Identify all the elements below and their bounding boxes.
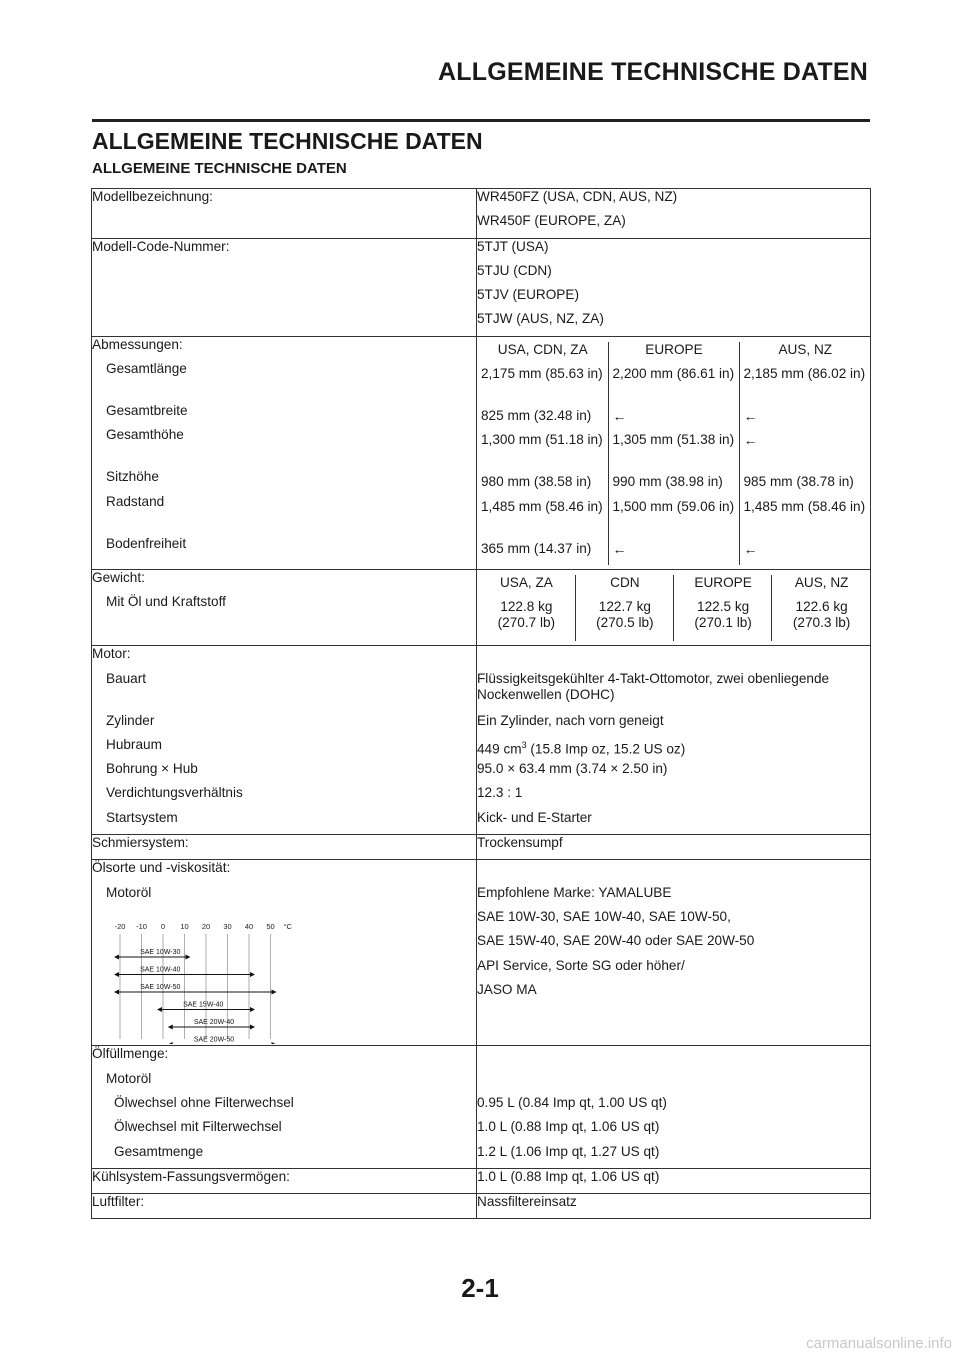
weight-value: 122.7 kg (270.5 lb) [575, 599, 673, 641]
section-heading: ALLGEMEINE TECHNISCHE DATEN [92, 128, 483, 154]
engine-value: 12.3 : 1 [477, 785, 523, 801]
dimensions-subtable [477, 342, 870, 565]
weight-label: Gewicht: [92, 569, 145, 585]
engine-value: Kick- und E-Starter [477, 809, 592, 825]
engine-row-label: Bohrung × Hub [106, 761, 198, 777]
dim-col-header: AUS, NZ [739, 342, 870, 366]
dim-value: 1,305 mm (51.38 in) [608, 432, 739, 474]
weight-row-label: Mit Öl und Kraftstoff [106, 594, 226, 610]
dim-value: 1,485 mm (58.46 in) [739, 499, 870, 541]
oil-value: API Service, Sorte SG oder höher/ [477, 957, 685, 973]
dim-value: 2,185 mm (86.02 in) [739, 366, 870, 408]
dim-value: 985 mm (38.78 in) [739, 474, 870, 498]
engine-label: Motor: [92, 646, 131, 662]
row-weight [92, 569, 871, 645]
engine-value: Flüssigkeitsgekühlter 4-Takt-Ottomotor, zwei obenliegende Nockenwellen (DOHC) [477, 670, 830, 702]
band-label: SAE 10W-30 [140, 948, 181, 956]
oil-label: Ölsorte und -viskosität: [92, 860, 231, 876]
dim-value: 1,500 mm (59.06 in) [608, 499, 739, 541]
oil-sub-label: Motoröl [106, 884, 152, 900]
engine-row-label: Bauart [106, 670, 147, 686]
band-label: SAE 15W-40 [183, 1001, 224, 1009]
row-engine [92, 646, 871, 835]
dim-value: 2,175 mm (85.63 in) [481, 366, 603, 382]
oil-capacity-value: 1.2 L (1.06 Imp qt, 1.27 US qt) [477, 1143, 660, 1159]
band-arrow-right [272, 989, 277, 994]
band-arrow-left [114, 954, 119, 959]
weight-col-header: AUS, NZ [772, 575, 870, 599]
model-code-value: 5TJV (EUROPE) [477, 287, 579, 303]
tick-label: 20 [201, 921, 211, 931]
lubrication-value: Trockensumpf [477, 835, 563, 851]
model-value: WR450F (EUROPE, ZA) [477, 213, 626, 229]
dim-value: 1,300 mm (51.18 in) [481, 432, 603, 448]
oil-value: Empfohlene Marke: YAMALUBE [477, 884, 672, 900]
dim-label: Sitzhöhe [106, 469, 159, 485]
same-as-left-arrow: ← [608, 541, 739, 565]
same-as-left-arrow: ← [739, 408, 870, 432]
oil-capacity-value: 0.95 L (0.84 Imp qt, 1.00 US qt) [477, 1094, 667, 1110]
band-label: SAE 20W-50 [193, 1036, 235, 1044]
oil-empty [477, 860, 870, 884]
same-as-left-arrow: ← [739, 432, 870, 474]
band-arrow-left [168, 1024, 173, 1029]
model-label: Modellbezeichnung: [92, 189, 213, 204]
lubrication-label: Schmiersystem: [92, 835, 189, 851]
subsection-heading: ALLGEMEINE TECHNISCHE DATEN [92, 160, 347, 177]
model-code-label: Modell-Code-Nummer: [92, 238, 230, 254]
row-model-code [92, 238, 871, 336]
weight-subtable [477, 575, 870, 641]
spec-table [91, 188, 871, 1219]
oil-capacity-row-label: Gesamtmenge [114, 1143, 204, 1159]
same-as-left-arrow: ← [739, 541, 870, 565]
weight-col-header: CDN [575, 575, 673, 599]
model-code-value: 5TJT (USA) [477, 238, 549, 254]
tick-label: 30 [223, 921, 232, 931]
band-arrow-right [250, 972, 255, 977]
watermark: carmanualsonline.info [806, 1335, 952, 1352]
tick-label: -20 [114, 921, 126, 931]
band-label: SAE 20W-40 [193, 1018, 235, 1026]
oil-capacity-row-label: Ölwechsel mit Filterwechsel [114, 1119, 282, 1135]
row-lubrication [92, 835, 871, 860]
tick-label: 40 [244, 921, 254, 931]
header-rule [92, 119, 870, 122]
oil-capacity-label: Ölfüllmenge: [92, 1046, 169, 1062]
row-oil-type [92, 860, 871, 1046]
page-number: 2-1 [461, 1273, 499, 1303]
engine-empty [477, 646, 870, 670]
dim-value: 2,200 mm (86.61 in) [608, 366, 739, 408]
dim-value: 825 mm (32.48 in) [481, 408, 592, 424]
oil-capacity-row-label: Ölwechsel ohne Filterwechsel [114, 1094, 294, 1110]
band-arrow-left [168, 1042, 173, 1044]
band-arrow-right [272, 1042, 277, 1044]
band-arrow-left [114, 972, 119, 977]
dim-value: 990 mm (38.98 in) [608, 474, 739, 498]
row-oil-capacity [92, 1046, 871, 1168]
engine-value: Ein Zylinder, nach vorn geneigt [477, 712, 664, 728]
oil-value: JASO MA [477, 981, 537, 997]
dimensions-label: Abmessungen: [92, 336, 183, 352]
band-label: SAE 10W-40 [140, 966, 181, 974]
header-title: ALLGEMEINE TECHNISCHE DATEN [438, 58, 868, 86]
tick-label: -10 [136, 921, 147, 931]
oil-value: SAE 15W-40, SAE 20W-40 oder SAE 20W-50 [477, 933, 755, 949]
band-arrow-right [250, 1007, 255, 1012]
model-code-value: 5TJW (AUS, NZ, ZA) [477, 311, 604, 327]
weight-value: 122.6 kg (270.3 lb) [772, 599, 870, 641]
weight-col-header: EUROPE [674, 575, 772, 599]
coolant-value: 1.0 L (0.88 Imp qt, 1.06 US qt) [477, 1168, 660, 1184]
tick-label: 50 [266, 921, 275, 931]
dim-value: 980 mm (38.58 in) [481, 474, 592, 490]
oil-capacity-sub-label: Motoröl [106, 1070, 152, 1086]
row-model [92, 189, 871, 239]
band-arrow-right [186, 954, 191, 959]
engine-value: 95.0 × 63.4 mm (3.74 × 2.50 in) [477, 761, 668, 777]
tick-label: 10 [180, 921, 189, 931]
dim-label: Radstand [106, 493, 165, 509]
model-code-value: 5TJU (CDN) [477, 262, 552, 278]
air-filter-value: Nassfiltereinsatz [477, 1194, 577, 1210]
engine-row-label: Startsystem [106, 809, 178, 825]
engine-value: 449 $cm^3$ (15.8 Imp oz, 15.2 US oz) [477, 739, 686, 757]
dim-col-header: USA, CDN, ZA [497, 341, 588, 357]
band-label: SAE 10W-50 [140, 983, 181, 991]
engine-row-label: Verdichtungsverhältnis [106, 785, 243, 801]
engine-row-label: Zylinder [106, 712, 155, 728]
row-air-filter [92, 1194, 871, 1219]
model-value: WR450FZ (USA, CDN, AUS, NZ) [477, 189, 678, 204]
dim-value: 1,485 mm (58.46 in) [481, 498, 603, 514]
dim-label: Gesamthöhe [106, 427, 184, 443]
coolant-label: Kühlsystem-Fassungsvermögen: [92, 1168, 290, 1184]
band-arrow-left [157, 1007, 162, 1012]
air-filter-label: Luftfilter: [92, 1194, 145, 1210]
unit-label: °C [283, 921, 292, 931]
band-arrow-right [250, 1024, 255, 1029]
weight-col-header: USA, ZA [499, 574, 553, 590]
weight-value: 122.5 kg (270.1 lb) [674, 599, 772, 641]
row-coolant [92, 1168, 871, 1193]
dim-col-header: EUROPE [608, 342, 739, 366]
weight-value: 122.8 kg (270.7 lb) [497, 599, 556, 631]
dim-label: Gesamtlänge [106, 361, 187, 377]
dim-label: Gesamtbreite [106, 403, 188, 419]
band-arrow-left [114, 989, 119, 994]
dim-value: 365 mm (14.37 in) [481, 540, 592, 556]
same-as-left-arrow: ← [608, 408, 739, 432]
tick-label: 0 [160, 921, 166, 931]
engine-row-label: Hubraum [106, 736, 162, 752]
oil-value: SAE 10W-30, SAE 10W-40, SAE 10W-50, [477, 908, 731, 924]
oil-capacity-value: 1.0 L (0.88 Imp qt, 1.06 US qt) [477, 1119, 660, 1135]
oil-viscosity-chart [92, 919, 332, 1044]
dim-label: Bodenfreiheit [106, 535, 187, 551]
row-dimensions [92, 336, 871, 569]
